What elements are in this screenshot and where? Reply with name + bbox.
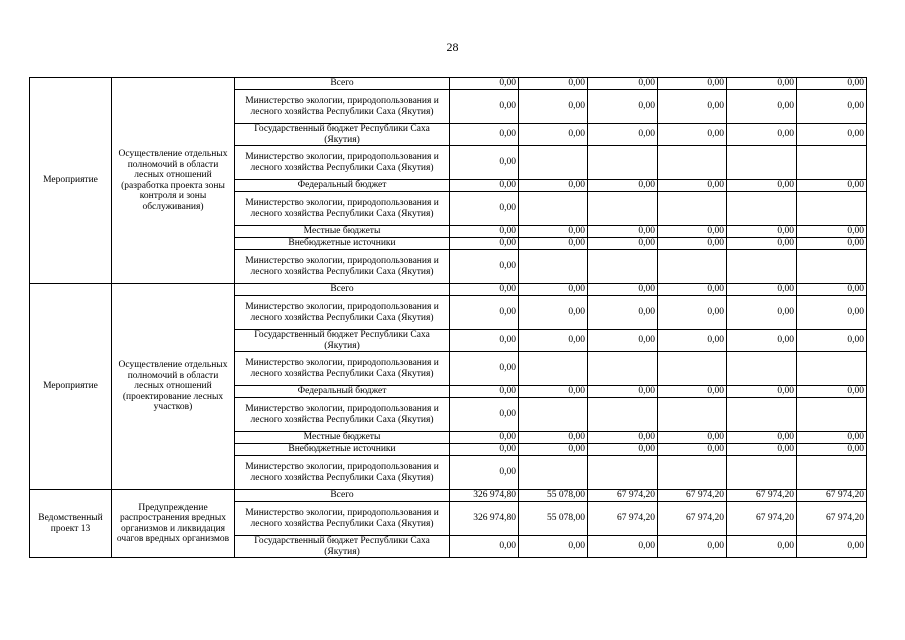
amount-cell: 0,00	[588, 124, 658, 146]
amount-cell: 0,00	[450, 238, 519, 250]
funding-source: Министерство экологии, природопользования и лесного хозяйства Республики Саха (Якутия)	[235, 352, 450, 386]
section-name: Осуществление отдельных полномочий в области лесных отношений (разработка проекта зоны контроля и зоны обслуживания)	[112, 78, 235, 284]
amount-cell: 55 078,00	[519, 490, 588, 502]
amount-cell: 0,00	[588, 180, 658, 192]
amount-cell: 0,00	[658, 536, 727, 558]
amount-cell: 0,00	[797, 78, 867, 90]
funding-source: Министерство экологии, природопользования и лесного хозяйства Республики Саха (Якутия)	[235, 250, 450, 284]
amount-cell: 0,00	[658, 296, 727, 330]
amount-cell: 0,00	[727, 444, 797, 456]
amount-cell: 0,00	[450, 78, 519, 90]
amount-cell: 0,00	[588, 432, 658, 444]
funding-source: Всего	[235, 284, 450, 296]
amount-cell: 0,00	[727, 226, 797, 238]
amount-cell	[519, 352, 588, 386]
budget-table	[29, 77, 867, 558]
amount-cell: 55 078,00	[519, 502, 588, 536]
amount-cell	[588, 352, 658, 386]
amount-cell: 0,00	[519, 180, 588, 192]
page-number: 28	[446, 40, 459, 54]
funding-source: Внебюджетные источники	[235, 238, 450, 250]
amount-cell: 0,00	[797, 90, 867, 124]
amount-cell	[519, 146, 588, 180]
amount-cell	[588, 456, 658, 490]
section-name: Предупреждение распространения вредных организмов и ликвидация очагов вредных организмов	[112, 490, 235, 558]
amount-cell: 0,00	[588, 536, 658, 558]
amount-cell: 0,00	[519, 284, 588, 296]
amount-cell: 0,00	[797, 180, 867, 192]
amount-cell: 0,00	[797, 536, 867, 558]
amount-cell	[588, 146, 658, 180]
funding-source: Государственный бюджет Республики Саха (Якутия)	[235, 536, 450, 558]
amount-cell: 0,00	[588, 284, 658, 296]
amount-cell: 0,00	[588, 90, 658, 124]
amount-cell: 0,00	[450, 330, 519, 352]
amount-cell	[519, 398, 588, 432]
amount-cell: 0,00	[450, 146, 519, 180]
table-row	[30, 78, 867, 90]
amount-cell: 0,00	[450, 124, 519, 146]
amount-cell: 0,00	[588, 330, 658, 352]
amount-cell: 67 974,20	[797, 502, 867, 536]
funding-source: Министерство экологии, природопользования и лесного хозяйства Республики Саха (Якутия)	[235, 90, 450, 124]
amount-cell: 0,00	[727, 284, 797, 296]
amount-cell: 0,00	[727, 432, 797, 444]
amount-cell	[797, 456, 867, 490]
amount-cell	[727, 352, 797, 386]
amount-cell: 0,00	[727, 386, 797, 398]
amount-cell: 0,00	[519, 226, 588, 238]
amount-cell: 0,00	[519, 330, 588, 352]
amount-cell: 0,00	[450, 180, 519, 192]
amount-cell: 0,00	[519, 296, 588, 330]
amount-cell	[519, 192, 588, 226]
amount-cell: 67 974,20	[588, 502, 658, 536]
section-type: Мероприятие	[30, 78, 112, 284]
funding-source: Министерство экологии, природопользования и лесного хозяйства Республики Саха (Якутия)	[235, 456, 450, 490]
amount-cell: 0,00	[450, 444, 519, 456]
amount-cell	[658, 192, 727, 226]
funding-source: Государственный бюджет Республики Саха (Якутия)	[235, 124, 450, 146]
amount-cell: 0,00	[519, 432, 588, 444]
amount-cell: 0,00	[658, 226, 727, 238]
amount-cell: 0,00	[797, 444, 867, 456]
amount-cell	[658, 456, 727, 490]
amount-cell: 0,00	[519, 536, 588, 558]
amount-cell: 0,00	[450, 432, 519, 444]
amount-cell: 0,00	[797, 238, 867, 250]
amount-cell: 0,00	[519, 238, 588, 250]
amount-cell	[797, 192, 867, 226]
amount-cell: 0,00	[450, 536, 519, 558]
amount-cell: 0,00	[658, 386, 727, 398]
amount-cell: 326 974,80	[450, 490, 519, 502]
amount-cell	[658, 398, 727, 432]
amount-cell: 0,00	[658, 444, 727, 456]
amount-cell: 0,00	[797, 330, 867, 352]
amount-cell: 0,00	[658, 284, 727, 296]
amount-cell: 0,00	[797, 284, 867, 296]
amount-cell: 0,00	[519, 386, 588, 398]
amount-cell	[588, 398, 658, 432]
amount-cell: 67 974,20	[658, 502, 727, 536]
amount-cell: 0,00	[519, 124, 588, 146]
funding-source: Всего	[235, 78, 450, 90]
funding-source: Федеральный бюджет	[235, 180, 450, 192]
amount-cell	[519, 250, 588, 284]
amount-cell: 0,00	[588, 78, 658, 90]
amount-cell: 0,00	[519, 444, 588, 456]
amount-cell: 0,00	[797, 226, 867, 238]
amount-cell: 0,00	[658, 78, 727, 90]
amount-cell	[797, 352, 867, 386]
amount-cell	[588, 250, 658, 284]
amount-cell: 0,00	[450, 352, 519, 386]
amount-cell: 67 974,20	[797, 490, 867, 502]
funding-source: Министерство экологии, природопользования и лесного хозяйства Республики Саха (Якутия)	[235, 146, 450, 180]
amount-cell: 0,00	[727, 90, 797, 124]
amount-cell: 0,00	[450, 90, 519, 124]
section-type: Ведомственный проект 13	[30, 490, 112, 558]
table-body	[30, 78, 867, 558]
amount-cell: 0,00	[797, 386, 867, 398]
amount-cell	[727, 398, 797, 432]
amount-cell: 0,00	[797, 432, 867, 444]
amount-cell: 0,00	[797, 124, 867, 146]
amount-cell: 0,00	[519, 90, 588, 124]
amount-cell: 0,00	[727, 330, 797, 352]
amount-cell: 0,00	[658, 124, 727, 146]
amount-cell: 0,00	[658, 238, 727, 250]
amount-cell: 326 974,80	[450, 502, 519, 536]
amount-cell	[797, 250, 867, 284]
table-row	[30, 284, 867, 296]
amount-cell	[727, 146, 797, 180]
amount-cell: 0,00	[450, 386, 519, 398]
amount-cell	[727, 192, 797, 226]
amount-cell	[658, 146, 727, 180]
amount-cell: 0,00	[588, 226, 658, 238]
amount-cell	[658, 352, 727, 386]
amount-cell: 67 974,20	[658, 490, 727, 502]
amount-cell	[658, 250, 727, 284]
amount-cell: 0,00	[658, 90, 727, 124]
amount-cell: 67 974,20	[588, 490, 658, 502]
amount-cell	[797, 146, 867, 180]
amount-cell	[519, 456, 588, 490]
amount-cell: 0,00	[450, 296, 519, 330]
funding-source: Государственный бюджет Республики Саха (Якутия)	[235, 330, 450, 352]
funding-source: Министерство экологии, природопользования и лесного хозяйства Республики Саха (Якутия)	[235, 192, 450, 226]
amount-cell	[727, 456, 797, 490]
amount-cell: 0,00	[727, 296, 797, 330]
amount-cell: 0,00	[588, 444, 658, 456]
amount-cell: 0,00	[658, 180, 727, 192]
funding-source: Министерство экологии, природопользования и лесного хозяйства Республики Саха (Якутия)	[235, 398, 450, 432]
funding-source: Министерство экологии, природопользования и лесного хозяйства Республики Саха (Якутия)	[235, 296, 450, 330]
funding-source: Федеральный бюджет	[235, 386, 450, 398]
amount-cell: 0,00	[797, 296, 867, 330]
amount-cell: 0,00	[658, 330, 727, 352]
amount-cell: 0,00	[727, 78, 797, 90]
funding-source: Местные бюджеты	[235, 226, 450, 238]
amount-cell: 67 974,20	[727, 490, 797, 502]
amount-cell: 0,00	[727, 180, 797, 192]
amount-cell: 0,00	[588, 296, 658, 330]
amount-cell: 0,00	[450, 398, 519, 432]
amount-cell: 0,00	[588, 238, 658, 250]
amount-cell: 0,00	[450, 192, 519, 226]
amount-cell: 67 974,20	[727, 502, 797, 536]
amount-cell: 0,00	[588, 386, 658, 398]
amount-cell: 0,00	[450, 284, 519, 296]
section-name: Осуществление отдельных полномочий в области лесных отношений (проектирование лесных участков)	[112, 284, 235, 490]
table-row	[30, 490, 867, 502]
funding-source: Местные бюджеты	[235, 432, 450, 444]
amount-cell: 0,00	[658, 432, 727, 444]
amount-cell: 0,00	[450, 456, 519, 490]
amount-cell: 0,00	[450, 226, 519, 238]
amount-cell	[588, 192, 658, 226]
amount-cell: 0,00	[727, 124, 797, 146]
section-type: Мероприятие	[30, 284, 112, 490]
funding-source: Внебюджетные источники	[235, 444, 450, 456]
amount-cell	[727, 250, 797, 284]
amount-cell: 0,00	[519, 78, 588, 90]
amount-cell: 0,00	[727, 238, 797, 250]
amount-cell	[797, 398, 867, 432]
amount-cell: 0,00	[450, 250, 519, 284]
amount-cell: 0,00	[727, 536, 797, 558]
funding-source: Министерство экологии, природопользования и лесного хозяйства Республики Саха (Якутия)	[235, 502, 450, 536]
funding-source: Всего	[235, 490, 450, 502]
